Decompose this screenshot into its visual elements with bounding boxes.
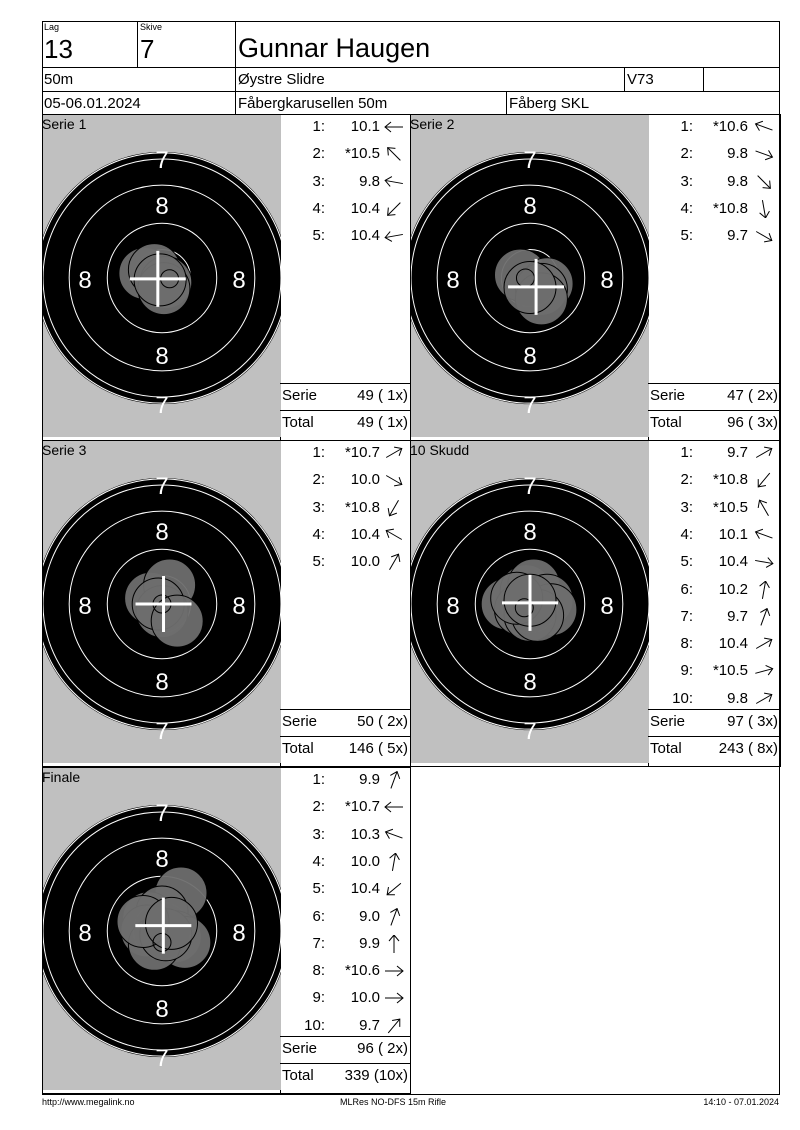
divider: [624, 67, 625, 91]
shot-score: *10.8: [344, 498, 380, 516]
direction-arrow-icon: [383, 526, 405, 544]
panel-title: 10 Skudd: [410, 442, 470, 458]
shot-score: *10.6: [712, 118, 748, 135]
serie-label: Serie: [650, 387, 686, 404]
total-value: 339 (10x): [344, 1067, 408, 1084]
direction-arrow-icon: [383, 908, 405, 926]
direction-arrow-icon: [383, 444, 405, 462]
shot-number: 4:: [312, 852, 325, 870]
direction-arrow-icon: [753, 145, 775, 163]
date: 05-06.01.2024: [44, 95, 141, 112]
club: Øystre Slidre: [238, 71, 325, 88]
shot-score: 10.4: [718, 553, 748, 571]
ring-label-7-bottom: 7: [155, 392, 169, 419]
direction-arrow-icon: [383, 227, 405, 245]
ring-label-8-bottom: 8: [523, 343, 537, 370]
shot-number: 4:: [312, 525, 325, 543]
ring-label-8-top: 8: [523, 519, 537, 546]
direction-arrow-icon: [753, 444, 775, 462]
target-face: [43, 768, 281, 1090]
divider: [506, 91, 507, 114]
direction-arrow-icon: [753, 200, 775, 218]
ring-label-7-top: 7: [155, 147, 169, 174]
direction-arrow-icon: [383, 962, 405, 980]
direction-arrow-icon: [753, 499, 775, 517]
divider: [42, 67, 780, 68]
ring-label-7-top: 7: [155, 800, 169, 827]
total-value: 243 ( 8x): [718, 740, 778, 757]
total-label: Total: [650, 740, 682, 757]
direction-arrow-icon: [753, 553, 775, 571]
shot-number: 2:: [312, 798, 325, 816]
shot-score: *10.8: [712, 471, 748, 489]
shot-number: 10:: [304, 1016, 325, 1034]
ring-label-8-top: 8: [523, 193, 537, 220]
ring-label-8-right: 8: [232, 593, 246, 620]
direction-arrow-icon: [383, 200, 405, 218]
shot-score: 10.4: [718, 635, 748, 653]
shot-number: 8:: [680, 635, 693, 653]
shot-score: 9.9: [359, 771, 380, 788]
panel-title: Serie 2: [410, 116, 455, 132]
shot-score: 10.0: [350, 471, 380, 489]
direction-arrow-icon: [383, 145, 405, 163]
shot-score: 10.0: [350, 852, 380, 870]
shot-score: *10.8: [712, 199, 748, 217]
serie-value: 47 ( 2x): [727, 387, 778, 404]
divider: [280, 736, 410, 737]
ring-label-8-left: 8: [78, 920, 92, 947]
direction-arrow-icon: [753, 227, 775, 245]
ring-label-8-bottom: 8: [155, 669, 169, 696]
ring-label-8-top: 8: [155, 846, 169, 873]
direction-arrow-icon: [383, 771, 405, 789]
direction-arrow-icon: [753, 608, 775, 626]
shot-number: 9:: [312, 989, 325, 1007]
direction-arrow-icon: [383, 853, 405, 871]
divider: [648, 410, 780, 411]
direction-arrow-icon: [753, 526, 775, 544]
lag-label: Lag: [44, 22, 60, 32]
footer-url: http://www.megalink.no: [42, 1097, 135, 1107]
ring-label-8-left: 8: [446, 593, 460, 620]
ring-label-8-bottom: 8: [155, 343, 169, 370]
shot-number: 1:: [312, 771, 325, 788]
shot-number: 9:: [680, 662, 693, 680]
serie-value: 50 ( 2x): [357, 713, 408, 730]
shot-number: 5:: [680, 227, 693, 245]
shot-number: 10:: [672, 689, 693, 707]
divider: [280, 1063, 410, 1064]
divider: [648, 709, 780, 710]
shot-score: 9.7: [727, 607, 748, 625]
divider: [648, 736, 780, 737]
shot-number: 7:: [312, 934, 325, 952]
shot-score: 10.4: [350, 199, 380, 217]
ring-label-8-bottom: 8: [523, 669, 537, 696]
ring-label-8-top: 8: [155, 519, 169, 546]
shot-score: *10.5: [712, 498, 748, 516]
shot-score: *10.7: [344, 798, 380, 816]
direction-arrow-icon: [383, 826, 405, 844]
direction-arrow-icon: [753, 662, 775, 680]
ring-label-8-bottom: 8: [155, 996, 169, 1023]
direction-arrow-icon: [383, 118, 405, 136]
ring-label-8-top: 8: [155, 193, 169, 220]
serie-value: 96 ( 2x): [357, 1040, 408, 1057]
target-face: [43, 115, 281, 437]
class: V73: [627, 71, 654, 88]
shot-number: 3:: [680, 172, 693, 190]
shot-score: 10.3: [350, 825, 380, 843]
shot-score: 9.7: [359, 1016, 380, 1034]
ring-label-7-top: 7: [523, 147, 537, 174]
ring-label-7-top: 7: [523, 473, 537, 500]
direction-arrow-icon: [383, 499, 405, 517]
shot-number: 4:: [312, 199, 325, 217]
direction-arrow-icon: [383, 880, 405, 898]
shot-score: 9.0: [359, 907, 380, 925]
divider: [280, 709, 410, 710]
skive-label: Skive: [140, 22, 163, 32]
shot-number: 3:: [312, 498, 325, 516]
competition: Fåbergkarusellen 50m: [238, 95, 388, 112]
shot-number: 2:: [312, 471, 325, 489]
ring-label-8-left: 8: [446, 267, 460, 294]
serie-label: Serie: [650, 713, 686, 730]
shot-score: *10.5: [712, 662, 748, 680]
divider: [137, 21, 138, 67]
shot-score: 9.8: [727, 172, 748, 190]
direction-arrow-icon: [753, 471, 775, 489]
shot-number: 2:: [680, 471, 693, 489]
shot-score: 10.0: [350, 553, 380, 571]
shot-number: 1:: [312, 118, 325, 135]
direction-arrow-icon: [753, 581, 775, 599]
divider: [235, 21, 236, 114]
shot-number: 4:: [680, 525, 693, 543]
shot-score: 9.9: [359, 934, 380, 952]
total-value: 49 ( 1x): [357, 414, 408, 431]
shot-score: 9.8: [359, 172, 380, 190]
ring-label-8-right: 8: [232, 267, 246, 294]
direction-arrow-icon: [383, 798, 405, 816]
shot-score: 10.4: [350, 880, 380, 898]
panel-title: Serie 1: [42, 116, 87, 132]
direction-arrow-icon: [383, 1017, 405, 1035]
shot-number: 2:: [680, 145, 693, 163]
divider: [42, 91, 780, 92]
divider: [280, 383, 410, 384]
direction-arrow-icon: [383, 471, 405, 489]
ring-label-8-right: 8: [600, 267, 614, 294]
serie-label: Serie: [282, 713, 318, 730]
shot-score: 9.7: [727, 444, 748, 461]
ring-label-8-left: 8: [78, 593, 92, 620]
total-label: Total: [650, 414, 682, 431]
direction-arrow-icon: [753, 690, 775, 708]
shot-score: 10.4: [350, 525, 380, 543]
direction-arrow-icon: [753, 635, 775, 653]
shot-score: 10.4: [350, 227, 380, 245]
ring-label-7-bottom: 7: [523, 718, 537, 745]
divider: [280, 410, 410, 411]
total-label: Total: [282, 1067, 314, 1084]
ring-label-8-right: 8: [232, 920, 246, 947]
serie-value: 97 ( 3x): [727, 713, 778, 730]
shot-number: 3:: [680, 498, 693, 516]
target-face: [43, 441, 281, 763]
direction-arrow-icon: [753, 173, 775, 191]
panel-title: Finale: [42, 769, 81, 785]
shot-score: *10.7: [344, 444, 380, 461]
shot-number: 7:: [680, 607, 693, 625]
shooter-name: Gunnar Haugen: [238, 33, 431, 63]
shot-number: 5:: [312, 227, 325, 245]
ring-label-8-right: 8: [600, 593, 614, 620]
direction-arrow-icon: [383, 935, 405, 953]
total-label: Total: [282, 414, 314, 431]
shot-number: 3:: [312, 825, 325, 843]
footer-software: MLRes NO-DFS 15m Rifle: [340, 1097, 447, 1107]
ring-label-7-top: 7: [155, 473, 169, 500]
divider: [280, 1036, 410, 1037]
skive-value: 7: [140, 34, 155, 64]
shot-number: 1:: [312, 444, 325, 461]
shot-number: 5:: [680, 553, 693, 571]
total-value: 146 ( 5x): [348, 740, 408, 757]
shot-number: 2:: [312, 145, 325, 163]
shot-number: 5:: [312, 553, 325, 571]
shot-number: 3:: [312, 172, 325, 190]
shot-score: *10.5: [344, 145, 380, 163]
shot-score: 10.2: [718, 580, 748, 598]
serie-label: Serie: [282, 1040, 318, 1057]
direction-arrow-icon: [383, 553, 405, 571]
lag-value: 13: [44, 34, 73, 64]
serie-value: 49 ( 1x): [357, 387, 408, 404]
direction-arrow-icon: [383, 989, 405, 1007]
divider: [703, 67, 704, 91]
total-value: 96 ( 3x): [727, 414, 778, 431]
shot-number: 5:: [312, 880, 325, 898]
shot-number: 6:: [312, 907, 325, 925]
shot-number: 4:: [680, 199, 693, 217]
direction-arrow-icon: [383, 173, 405, 191]
ring-label-7-bottom: 7: [155, 718, 169, 745]
shot-number: 1:: [680, 444, 693, 461]
direction-arrow-icon: [753, 118, 775, 136]
total-label: Total: [282, 740, 314, 757]
panel-title: Serie 3: [42, 442, 87, 458]
distance: 50m: [44, 71, 74, 88]
target-face: [411, 441, 649, 763]
shot-score: 10.1: [718, 525, 748, 543]
shot-score: 9.7: [727, 227, 748, 245]
shot-score: 10.0: [350, 989, 380, 1007]
shot-number: 8:: [312, 962, 325, 980]
footer-timestamp: 14:10 - 07.01.2024: [703, 1097, 779, 1107]
serie-label: Serie: [282, 387, 318, 404]
organizer: Fåberg SKL: [509, 95, 590, 112]
shot-number: 1:: [680, 118, 693, 135]
target-face: [411, 115, 649, 437]
shot-score: 9.8: [727, 689, 748, 707]
ring-label-7-bottom: 7: [523, 392, 537, 419]
shot-score: 10.1: [350, 118, 380, 135]
shot-score: *10.6: [344, 962, 380, 980]
shot-score: 9.8: [727, 145, 748, 163]
ring-label-8-left: 8: [78, 267, 92, 294]
ring-label-7-bottom: 7: [155, 1045, 169, 1072]
divider: [648, 383, 780, 384]
shot-number: 6:: [680, 580, 693, 598]
